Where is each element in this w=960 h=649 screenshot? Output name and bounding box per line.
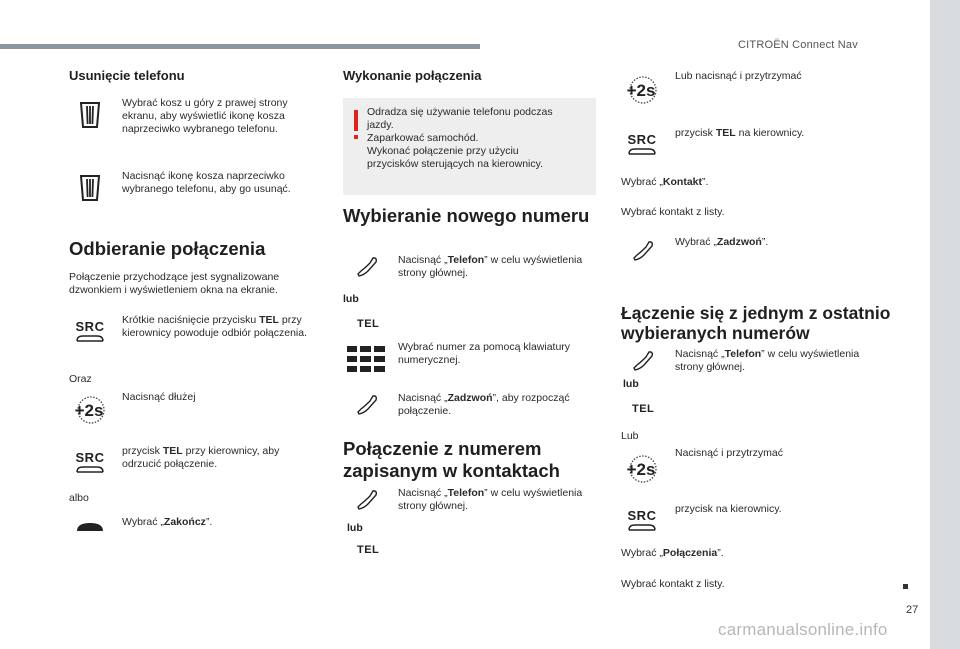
text-fragment: ” w celu wyświetlenia strony głównej. [398, 487, 583, 512]
recent-step-3: przycisk na kierownicy. [675, 503, 782, 515]
phone-handset-icon [632, 350, 654, 372]
tel-button-label: TEL [357, 318, 380, 330]
warning-line: przycisków sterujących na kierownicy. [367, 158, 544, 170]
section-title-contacts-l1: Połączenie z numerem [343, 438, 542, 459]
text-fragment: Krótkie naciśnięcie przycisku [122, 314, 260, 326]
text-fragment: na kierownicy. [735, 127, 805, 139]
text-bold: Telefon [724, 348, 762, 360]
connector-albo: albo [69, 492, 89, 504]
warning-icon [354, 110, 358, 140]
page-edge-tab [930, 0, 960, 649]
call-icon [632, 240, 654, 262]
answer-step-3 [122, 445, 314, 471]
text-bold: TEL [715, 127, 736, 139]
text-fragment: Nacisnąć „ [398, 487, 448, 499]
connector-oraz: Oraz [69, 373, 92, 385]
src-label: SRC [75, 450, 105, 465]
recent-step-4 [621, 547, 724, 560]
hold-2s-icon [620, 75, 662, 105]
dial-step-3 [398, 392, 593, 418]
text-fragment: Nacisnąć „ [675, 348, 725, 360]
phone-handset-icon [356, 489, 378, 511]
warning-line: Zaparkować samochód. [367, 132, 479, 144]
remove-step-2: Nacisnąć ikonę kosza naprzeciwko wybranego telefonu, aby go usunąć. [122, 170, 291, 195]
header-rule [0, 44, 480, 49]
section-title-make-call: Wykonanie połączenia [343, 68, 482, 83]
page-marker [903, 584, 908, 589]
dial-step-1 [398, 254, 593, 280]
tel-button-label: TEL [357, 544, 380, 556]
text-fragment: ”. [717, 547, 724, 559]
svg-text:+2s: +2s [626, 81, 656, 100]
trash-icon [78, 100, 102, 130]
text-fragment: przy kierownicy powoduje odbiór połączenia. [122, 314, 308, 339]
warning-line: Odradza się używanie telefonu podczas [367, 106, 553, 118]
remove-step-1: Wybrać kosz u góry z prawej strony ekranu, aby wyświetlić ikonę kosza naprzeciwko wybranego telefonu. [122, 97, 288, 135]
answer-step-4 [122, 516, 212, 529]
phone-handset-icon [356, 256, 378, 278]
keypad-icon [347, 346, 385, 372]
recent-step-1 [675, 348, 875, 374]
src-button-icon [626, 130, 658, 158]
text-fragment: Nacisnąć „ [398, 254, 448, 266]
answer-step-2: Nacisnąć dłużej [122, 391, 196, 403]
text-bold: Telefon [447, 254, 485, 266]
text-fragment: przycisk [675, 127, 716, 139]
src-label: SRC [627, 508, 657, 523]
text-fragment: przy kierownicy, aby odrzucić połączenie. [122, 445, 280, 470]
text-fragment: Wybrać „ [621, 547, 663, 559]
hold-2s-icon [620, 454, 662, 484]
text-fragment: przycisk [122, 445, 163, 457]
recent-step-2: Nacisnąć i przytrzymać [675, 447, 783, 459]
text-fragment: Nacisnąć „ [398, 392, 448, 404]
text-bold: Kontakt [662, 176, 703, 188]
contacts-step-1 [398, 487, 593, 513]
call-icon [356, 394, 378, 416]
section-title-recent-l2: wybieranych numerów [621, 323, 810, 343]
connector-lub: lub [623, 378, 639, 390]
header-brand: CITROËN Connect Nav [738, 39, 858, 51]
warning-text [367, 106, 592, 171]
svg-text:+2s: +2s [626, 460, 656, 479]
warning-line: Wykonać połączenie przy użyciu [367, 145, 519, 157]
text-fragment: ”. [205, 516, 213, 528]
text-bold: Zakończ [163, 516, 206, 528]
src-button-icon [74, 448, 106, 476]
dial-step-2: Wybrać numer za pomocą klawiatury numerycznej. [398, 341, 571, 366]
hold-2s-icon [68, 395, 110, 425]
text-fragment: ”. [761, 236, 769, 248]
text-bold: TEL [259, 314, 279, 326]
src-button-icon [626, 506, 658, 534]
text-fragment: ”, aby rozpocząć połączenie. [398, 392, 570, 417]
hang-up-icon [75, 520, 105, 534]
warning-line: jazdy. [367, 119, 394, 131]
connector-lub: lub [343, 293, 359, 305]
contacts-step-4 [621, 176, 708, 189]
page-number: 27 [906, 604, 919, 616]
text-bold: Zadzwoń [716, 236, 762, 248]
text-fragment: ” w celu wyświetlenia strony głównej. [398, 254, 583, 279]
text-bold: Telefon [447, 487, 485, 499]
contacts-step-5: Wybrać kontakt z listy. [621, 206, 725, 218]
answer-step-1 [122, 314, 314, 340]
section-title-contacts-l2: zapisanym w kontaktach [343, 460, 560, 481]
connector-lub-small: Lub [621, 430, 639, 442]
src-label: SRC [627, 132, 657, 147]
section-title-recent-l1: Łączenie się z jednym z ostatnio [621, 303, 891, 323]
section-title-remove-phone: Usunięcie telefonu [69, 68, 185, 83]
text-bold: TEL [162, 445, 183, 457]
watermark: carmanualsonline.info [718, 620, 888, 639]
connector-lub: lub [347, 522, 363, 534]
contacts-step-2: Lub nacisnąć i przytrzymać [675, 70, 802, 82]
text-fragment: Wybrać „ [675, 236, 717, 248]
answer-intro: Połączenie przychodzące jest sygnalizowane dzwonkiem i wyświetleniem okna na ekranie. [69, 271, 280, 296]
text-fragment: ”. [702, 176, 709, 188]
trash-icon [78, 173, 102, 203]
recent-step-5: Wybrać kontakt z listy. [621, 578, 725, 590]
svg-text:+2s: +2s [74, 401, 104, 420]
src-label: SRC [75, 319, 105, 334]
contacts-step-3 [675, 127, 875, 140]
section-title-answer-call: Odbieranie połączenia [69, 238, 266, 259]
text-bold: Połączenia [662, 547, 718, 559]
warning-box [343, 98, 596, 195]
src-button-icon [74, 317, 106, 345]
section-title-dial-new: Wybieranie nowego numeru [343, 205, 590, 226]
text-fragment: Wybrać „ [122, 516, 164, 528]
text-fragment: Wybrać „ [621, 176, 663, 188]
text-bold: Zadzwoń [447, 392, 493, 404]
contacts-step-6 [675, 236, 768, 249]
tel-button-label: TEL [632, 403, 655, 415]
text-fragment: ” w celu wyświetlenia strony głównej. [675, 348, 860, 373]
